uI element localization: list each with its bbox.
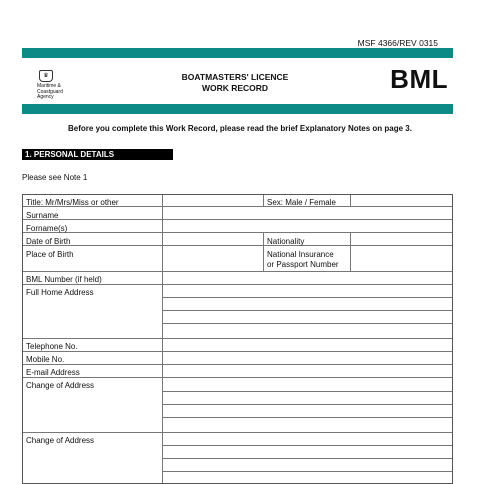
header-band-top (22, 48, 453, 58)
bml-number-label: BML Number (if held) (26, 275, 102, 284)
bml-number-field[interactable] (164, 273, 451, 283)
telephone-label: Telephone No. (26, 342, 78, 351)
personal-details-form (22, 194, 453, 484)
form-reference: MSF 4366/REV 0315 (357, 38, 438, 48)
forenames-label: Forname(s) (26, 224, 68, 233)
email-field[interactable] (164, 366, 451, 376)
forenames-field[interactable] (164, 221, 451, 231)
email-label: E-mail Address (26, 368, 80, 377)
title-label: Title: Mr/Mrs/Miss or other (26, 198, 119, 207)
section-heading: 1. PERSONAL DETAILS (22, 149, 173, 160)
change-of-address-label-2: Change of Address (26, 436, 95, 445)
mobile-field[interactable] (164, 353, 451, 363)
title-field[interactable] (164, 196, 262, 205)
change-of-address-field[interactable] (164, 379, 451, 431)
agency-name: Maritime & Coastguard Agency (37, 83, 63, 100)
home-address-label: Full Home Address (26, 288, 94, 297)
form-code: BML (390, 64, 448, 94)
section-note: Please see Note 1 (22, 173, 88, 182)
instruction-notice: Before you complete this Work Record, please read the brief Explanatory Notes on page 3. (68, 124, 412, 133)
date-of-birth-label: Date of Birth (26, 237, 71, 246)
surname-field[interactable] (164, 208, 451, 218)
date-of-birth-field[interactable] (164, 234, 262, 244)
telephone-field[interactable] (164, 340, 451, 350)
sex-label: Sex: Male / Female (267, 198, 336, 207)
sex-field[interactable] (352, 196, 451, 205)
nationality-field[interactable] (352, 234, 451, 244)
surname-label: Surname (26, 211, 59, 220)
agency-logo (37, 70, 81, 101)
national-insurance-field[interactable] (352, 247, 451, 270)
document-title: BOATMASTERS' LICENCE WORK RECORD (181, 72, 289, 93)
place-of-birth-field[interactable] (164, 247, 262, 270)
place-of-birth-label: Place of Birth (26, 250, 74, 259)
change-of-address-label: Change of Address (26, 381, 95, 390)
mobile-label: Mobile No. (26, 355, 65, 364)
header-band-bottom (22, 104, 453, 114)
crest-icon: ♛ (39, 70, 53, 82)
national-insurance-label: National Insurance or Passport Number (267, 250, 339, 269)
nationality-label: Nationality (267, 237, 305, 246)
change-of-address-field-2[interactable] (164, 434, 451, 482)
home-address-field[interactable] (164, 286, 451, 337)
